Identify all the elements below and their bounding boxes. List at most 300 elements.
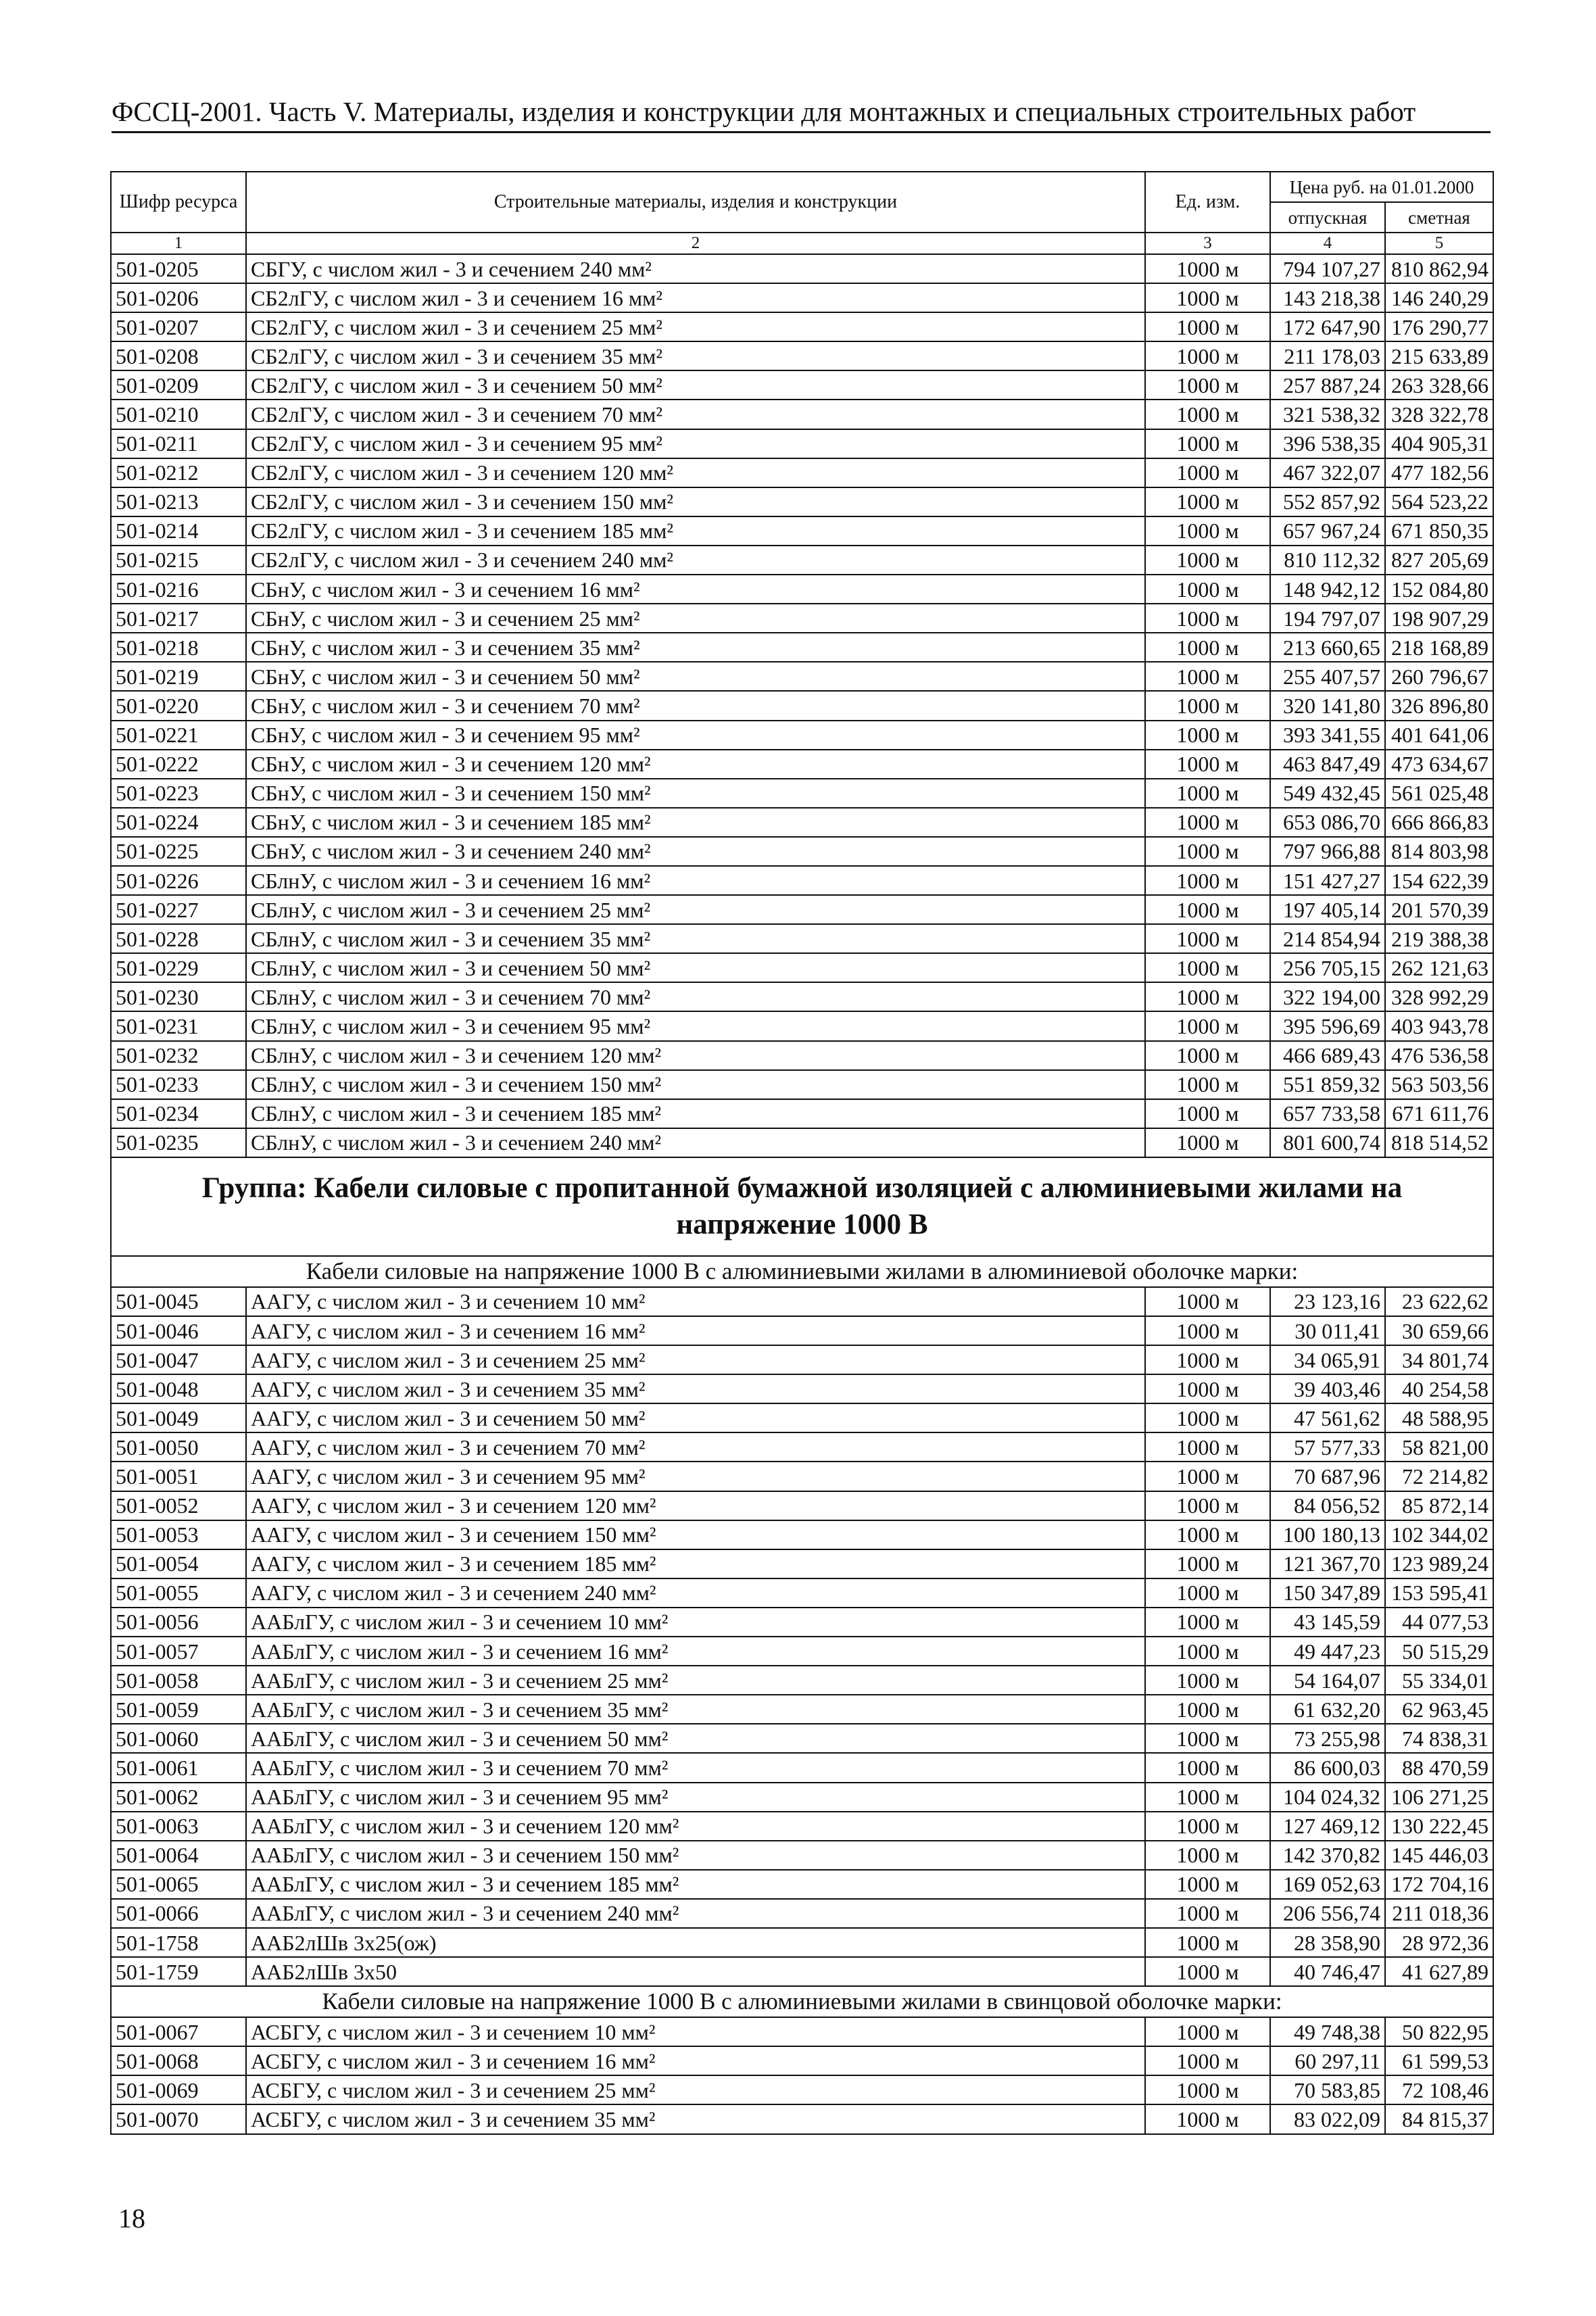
release-price: 100 180,13 bbox=[1270, 1520, 1385, 1549]
table-row bbox=[111, 953, 1493, 982]
resource-code: 501-0221 bbox=[111, 721, 246, 750]
estimate-price: 145 446,03 bbox=[1385, 1841, 1493, 1870]
table-row bbox=[111, 546, 1493, 575]
release-price: 83 022,09 bbox=[1270, 2104, 1385, 2133]
release-price: 30 011,41 bbox=[1270, 1316, 1385, 1345]
release-price: 169 052,63 bbox=[1270, 1870, 1385, 1899]
resource-code: 501-0048 bbox=[111, 1374, 246, 1403]
unit-of-measure: 1000 м bbox=[1145, 283, 1270, 312]
table-row bbox=[111, 458, 1493, 487]
estimate-price: 84 815,37 bbox=[1385, 2104, 1493, 2133]
unit-of-measure: 1000 м bbox=[1145, 2075, 1270, 2104]
estimate-price: 328 322,78 bbox=[1385, 400, 1493, 429]
release-price: 61 632,20 bbox=[1270, 1695, 1385, 1724]
release-price: 657 733,58 bbox=[1270, 1099, 1385, 1128]
resource-code: 501-0054 bbox=[111, 1549, 246, 1578]
estimate-price: 262 121,63 bbox=[1385, 953, 1493, 982]
header-price-release: отпускная bbox=[1270, 202, 1385, 233]
material-name: ААБлГУ, с числом жил - 3 и сечением 95 мм² bbox=[246, 1783, 1145, 1812]
table-row bbox=[111, 1403, 1493, 1432]
table-row bbox=[111, 283, 1493, 312]
resource-code: 501-0233 bbox=[111, 1070, 246, 1099]
release-price: 322 194,00 bbox=[1270, 982, 1385, 1011]
estimate-price: 403 943,78 bbox=[1385, 1011, 1493, 1040]
running-head: ФССЦ-2001. Часть V. Материалы, изделия и конструкции для монтажных и специальных строительных работ bbox=[112, 96, 1416, 127]
resource-code: 501-0232 bbox=[111, 1041, 246, 1070]
estimate-price: 263 328,66 bbox=[1385, 370, 1493, 400]
release-price: 70 687,96 bbox=[1270, 1462, 1385, 1491]
table-row bbox=[111, 429, 1493, 458]
estimate-price: 28 972,36 bbox=[1385, 1928, 1493, 1957]
unit-of-measure: 1000 м bbox=[1145, 400, 1270, 429]
estimate-price: 404 905,31 bbox=[1385, 429, 1493, 458]
material-name: СБнУ, с числом жил - 3 и сечением 25 мм² bbox=[246, 604, 1145, 633]
table-row bbox=[111, 370, 1493, 400]
resource-code: 501-0061 bbox=[111, 1753, 246, 1782]
release-price: 257 887,24 bbox=[1270, 370, 1385, 400]
material-name: СБнУ, с числом жил - 3 и сечением 50 мм² bbox=[246, 662, 1145, 691]
table-row bbox=[111, 837, 1493, 866]
material-name: СБлнУ, с числом жил - 3 и сечением 120 мм² bbox=[246, 1041, 1145, 1070]
resource-code: 501-0220 bbox=[111, 691, 246, 720]
unit-of-measure: 1000 м bbox=[1145, 662, 1270, 691]
subgroup-row bbox=[111, 1986, 1493, 2017]
material-name: ААБлГУ, с числом жил - 3 и сечением 185 мм² bbox=[246, 1870, 1145, 1899]
table-row bbox=[111, 341, 1493, 370]
unit-of-measure: 1000 м bbox=[1145, 370, 1270, 400]
estimate-price: 48 588,95 bbox=[1385, 1403, 1493, 1432]
estimate-price: 827 205,69 bbox=[1385, 546, 1493, 575]
estimate-price: 473 634,67 bbox=[1385, 750, 1493, 779]
estimate-price: 219 388,38 bbox=[1385, 924, 1493, 953]
material-name: СБ2лГУ, с числом жил - 3 и сечением 185 мм² bbox=[246, 516, 1145, 546]
subgroup-title: Кабели силовые на напряжение 1000 В с алюминиевыми жилами в свинцовой оболочке марки: bbox=[111, 1986, 1493, 2017]
release-price: 255 407,57 bbox=[1270, 662, 1385, 691]
table-row bbox=[111, 1899, 1493, 1928]
material-name: СБ2лГУ, с числом жил - 3 и сечением 50 мм² bbox=[246, 370, 1145, 400]
release-price: 127 469,12 bbox=[1270, 1812, 1385, 1841]
unit-of-measure: 1000 м bbox=[1145, 516, 1270, 546]
resource-code: 501-0063 bbox=[111, 1812, 246, 1841]
column-number: 4 bbox=[1270, 233, 1385, 254]
material-name: ААГУ, с числом жил - 3 и сечением 150 мм² bbox=[246, 1520, 1145, 1549]
estimate-price: 74 838,31 bbox=[1385, 1724, 1493, 1753]
unit-of-measure: 1000 м bbox=[1145, 1957, 1270, 1986]
resource-code: 501-0060 bbox=[111, 1724, 246, 1753]
resource-code: 501-0223 bbox=[111, 779, 246, 808]
material-name: ААГУ, с числом жил - 3 и сечением 185 мм² bbox=[246, 1549, 1145, 1578]
table-body-subgroup-1 bbox=[111, 1287, 1493, 1986]
column-number: 5 bbox=[1385, 233, 1493, 254]
estimate-price: 671 611,76 bbox=[1385, 1099, 1493, 1128]
unit-of-measure: 1000 м bbox=[1145, 808, 1270, 837]
release-price: 395 596,69 bbox=[1270, 1011, 1385, 1040]
release-price: 810 112,32 bbox=[1270, 546, 1385, 575]
resource-code: 501-0213 bbox=[111, 487, 246, 516]
table-row bbox=[111, 1316, 1493, 1345]
resource-code: 501-0230 bbox=[111, 982, 246, 1011]
unit-of-measure: 1000 м bbox=[1145, 1608, 1270, 1637]
unit-of-measure: 1000 м bbox=[1145, 1666, 1270, 1695]
table-row bbox=[111, 1011, 1493, 1040]
resource-code: 501-0208 bbox=[111, 341, 246, 370]
subgroup-section-2 bbox=[111, 1986, 1493, 2017]
table-row bbox=[111, 691, 1493, 720]
estimate-price: 72 214,82 bbox=[1385, 1462, 1493, 1491]
unit-of-measure: 1000 м bbox=[1145, 1753, 1270, 1782]
resource-code: 501-0219 bbox=[111, 662, 246, 691]
header-price: Цена руб. на 01.01.2000 bbox=[1270, 172, 1493, 202]
release-price: 142 370,82 bbox=[1270, 1841, 1385, 1870]
estimate-price: 58 821,00 bbox=[1385, 1432, 1493, 1462]
unit-of-measure: 1000 м bbox=[1145, 1099, 1270, 1128]
header-name: Строительные материалы, изделия и конструкции bbox=[246, 172, 1145, 233]
unit-of-measure: 1000 м bbox=[1145, 1491, 1270, 1520]
estimate-price: 62 963,45 bbox=[1385, 1695, 1493, 1724]
resource-code: 501-0206 bbox=[111, 283, 246, 312]
resource-code: 501-0052 bbox=[111, 1491, 246, 1520]
unit-of-measure: 1000 м bbox=[1145, 2046, 1270, 2075]
estimate-price: 563 503,56 bbox=[1385, 1070, 1493, 1099]
material-name: ААБлГУ, с числом жил - 3 и сечением 240 мм² bbox=[246, 1899, 1145, 1928]
unit-of-measure: 1000 м bbox=[1145, 779, 1270, 808]
table-row bbox=[111, 400, 1493, 429]
estimate-price: 172 704,16 bbox=[1385, 1870, 1493, 1899]
table-row bbox=[111, 1491, 1493, 1520]
table-row bbox=[111, 575, 1493, 604]
table-row bbox=[111, 2046, 1493, 2075]
material-name: ААБ2лШв 3х50 bbox=[246, 1957, 1145, 1986]
table-row bbox=[111, 2075, 1493, 2104]
unit-of-measure: 1000 м bbox=[1145, 1841, 1270, 1870]
table-row bbox=[111, 779, 1493, 808]
release-price: 57 577,33 bbox=[1270, 1432, 1385, 1462]
table-row bbox=[111, 1637, 1493, 1666]
unit-of-measure: 1000 м bbox=[1145, 1070, 1270, 1099]
material-name: ААГУ, с числом жил - 3 и сечением 25 мм² bbox=[246, 1345, 1145, 1374]
resource-code: 501-0215 bbox=[111, 546, 246, 575]
table-row bbox=[111, 895, 1493, 924]
material-name: СБлнУ, с числом жил - 3 и сечением 50 мм² bbox=[246, 953, 1145, 982]
resource-code: 501-0222 bbox=[111, 750, 246, 779]
unit-of-measure: 1000 м bbox=[1145, 1432, 1270, 1462]
material-name: СБлнУ, с числом жил - 3 и сечением 16 мм² bbox=[246, 866, 1145, 895]
material-name: СБлнУ, с числом жил - 3 и сечением 25 мм² bbox=[246, 895, 1145, 924]
release-price: 47 561,62 bbox=[1270, 1403, 1385, 1432]
release-price: 151 427,27 bbox=[1270, 866, 1385, 895]
material-name: СБ2лГУ, с числом жил - 3 и сечением 35 мм² bbox=[246, 341, 1145, 370]
material-name: ААГУ, с числом жил - 3 и сечением 240 мм² bbox=[246, 1578, 1145, 1608]
unit-of-measure: 1000 м bbox=[1145, 254, 1270, 283]
unit-of-measure: 1000 м bbox=[1145, 1870, 1270, 1899]
release-price: 466 689,43 bbox=[1270, 1041, 1385, 1070]
resource-code: 501-0051 bbox=[111, 1462, 246, 1491]
unit-of-measure: 1000 м bbox=[1145, 458, 1270, 487]
release-price: 552 857,92 bbox=[1270, 487, 1385, 516]
table-row bbox=[111, 516, 1493, 546]
estimate-price: 61 599,53 bbox=[1385, 2046, 1493, 2075]
release-price: 143 218,38 bbox=[1270, 283, 1385, 312]
estimate-price: 218 168,89 bbox=[1385, 633, 1493, 662]
table-body-top bbox=[111, 254, 1493, 1157]
material-name: ААГУ, с числом жил - 3 и сечением 70 мм² bbox=[246, 1432, 1145, 1462]
material-name: СБлнУ, с числом жил - 3 и сечением 185 мм² bbox=[246, 1099, 1145, 1128]
resource-code: 501-0057 bbox=[111, 1637, 246, 1666]
estimate-price: 198 907,29 bbox=[1385, 604, 1493, 633]
estimate-price: 666 866,83 bbox=[1385, 808, 1493, 837]
material-name: СБнУ, с числом жил - 3 и сечением 16 мм² bbox=[246, 575, 1145, 604]
material-name: АСБГУ, с числом жил - 3 и сечением 10 мм² bbox=[246, 2017, 1145, 2046]
table-row bbox=[111, 1041, 1493, 1070]
subgroup-title: Кабели силовые на напряжение 1000 В с алюминиевыми жилами в алюминиевой оболочке марки: bbox=[111, 1256, 1493, 1287]
material-name: СБ2лГУ, с числом жил - 3 и сечением 150 мм² bbox=[246, 487, 1145, 516]
estimate-price: 215 633,89 bbox=[1385, 341, 1493, 370]
table-row bbox=[111, 1841, 1493, 1870]
resource-code: 501-0067 bbox=[111, 2017, 246, 2046]
unit-of-measure: 1000 м bbox=[1145, 1345, 1270, 1374]
estimate-price: 326 896,80 bbox=[1385, 691, 1493, 720]
unit-of-measure: 1000 м bbox=[1145, 2104, 1270, 2133]
material-name: СБ2лГУ, с числом жил - 3 и сечением 16 мм² bbox=[246, 283, 1145, 312]
material-name: ААГУ, с числом жил - 3 и сечением 95 мм² bbox=[246, 1462, 1145, 1491]
material-name: ААГУ, с числом жил - 3 и сечением 10 мм² bbox=[246, 1287, 1145, 1316]
unit-of-measure: 1000 м bbox=[1145, 1128, 1270, 1157]
material-name: СБ2лГУ, с числом жил - 3 и сечением 95 мм² bbox=[246, 429, 1145, 458]
estimate-price: 88 470,59 bbox=[1385, 1753, 1493, 1782]
release-price: 801 600,74 bbox=[1270, 1128, 1385, 1157]
estimate-price: 201 570,39 bbox=[1385, 895, 1493, 924]
release-price: 211 178,03 bbox=[1270, 341, 1385, 370]
estimate-price: 30 659,66 bbox=[1385, 1316, 1493, 1345]
material-name: СБнУ, с числом жил - 3 и сечением 35 мм² bbox=[246, 633, 1145, 662]
estimate-price: 50 822,95 bbox=[1385, 2017, 1493, 2046]
unit-of-measure: 1000 м bbox=[1145, 1928, 1270, 1957]
unit-of-measure: 1000 м bbox=[1145, 1549, 1270, 1578]
estimate-price: 85 872,14 bbox=[1385, 1491, 1493, 1520]
unit-of-measure: 1000 м bbox=[1145, 1724, 1270, 1753]
running-head-rule bbox=[112, 131, 1491, 133]
table-row bbox=[111, 1549, 1493, 1578]
estimate-price: 23 622,62 bbox=[1385, 1287, 1493, 1316]
release-price: 104 024,32 bbox=[1270, 1783, 1385, 1812]
estimate-price: 130 222,45 bbox=[1385, 1812, 1493, 1841]
estimate-price: 55 334,01 bbox=[1385, 1666, 1493, 1695]
release-price: 194 797,07 bbox=[1270, 604, 1385, 633]
resource-code: 501-0065 bbox=[111, 1870, 246, 1899]
resource-code: 501-0045 bbox=[111, 1287, 246, 1316]
resource-code: 501-1758 bbox=[111, 1928, 246, 1957]
estimate-price: 810 862,94 bbox=[1385, 254, 1493, 283]
release-price: 34 065,91 bbox=[1270, 1345, 1385, 1374]
release-price: 54 164,07 bbox=[1270, 1666, 1385, 1695]
estimate-price: 106 271,25 bbox=[1385, 1783, 1493, 1812]
resource-code: 501-0211 bbox=[111, 429, 246, 458]
table-row bbox=[111, 1695, 1493, 1724]
column-number: 3 bbox=[1145, 233, 1270, 254]
unit-of-measure: 1000 м bbox=[1145, 1812, 1270, 1841]
release-price: 794 107,27 bbox=[1270, 254, 1385, 283]
table-row bbox=[111, 1287, 1493, 1316]
table-row bbox=[111, 1578, 1493, 1608]
resource-code: 501-0070 bbox=[111, 2104, 246, 2133]
material-name: СБлнУ, с числом жил - 3 и сечением 35 мм² bbox=[246, 924, 1145, 953]
table-row bbox=[111, 1928, 1493, 1957]
table-row bbox=[111, 2104, 1493, 2133]
table-header bbox=[111, 172, 1493, 254]
estimate-price: 476 536,58 bbox=[1385, 1041, 1493, 1070]
resource-code: 501-0225 bbox=[111, 837, 246, 866]
resource-code: 501-0207 bbox=[111, 312, 246, 341]
table-row bbox=[111, 1128, 1493, 1157]
estimate-price: 564 523,22 bbox=[1385, 487, 1493, 516]
table-row bbox=[111, 1520, 1493, 1549]
material-name: ААГУ, с числом жил - 3 и сечением 50 мм² bbox=[246, 1403, 1145, 1432]
table-row bbox=[111, 1783, 1493, 1812]
resource-code: 501-0046 bbox=[111, 1316, 246, 1345]
unit-of-measure: 1000 м bbox=[1145, 341, 1270, 370]
unit-of-measure: 1000 м bbox=[1145, 1041, 1270, 1070]
release-price: 551 859,32 bbox=[1270, 1070, 1385, 1099]
material-name: ААБлГУ, с числом жил - 3 и сечением 25 мм² bbox=[246, 1666, 1145, 1695]
resource-code: 501-0050 bbox=[111, 1432, 246, 1462]
unit-of-measure: 1000 м bbox=[1145, 1462, 1270, 1491]
release-price: 197 405,14 bbox=[1270, 895, 1385, 924]
resource-code: 501-0068 bbox=[111, 2046, 246, 2075]
material-name: СБ2лГУ, с числом жил - 3 и сечением 70 мм² bbox=[246, 400, 1145, 429]
unit-of-measure: 1000 м bbox=[1145, 691, 1270, 720]
release-price: 86 600,03 bbox=[1270, 1753, 1385, 1782]
release-price: 467 322,07 bbox=[1270, 458, 1385, 487]
unit-of-measure: 1000 м bbox=[1145, 575, 1270, 604]
release-price: 73 255,98 bbox=[1270, 1724, 1385, 1753]
release-price: 49 748,38 bbox=[1270, 2017, 1385, 2046]
material-name: ААГУ, с числом жил - 3 и сечением 120 мм² bbox=[246, 1491, 1145, 1520]
resource-code: 501-0062 bbox=[111, 1783, 246, 1812]
resource-code: 501-0235 bbox=[111, 1128, 246, 1157]
material-name: СБнУ, с числом жил - 3 и сечением 70 мм² bbox=[246, 691, 1145, 720]
material-name: СБ2лГУ, с числом жил - 3 и сечением 240 мм² bbox=[246, 546, 1145, 575]
resource-code: 501-0053 bbox=[111, 1520, 246, 1549]
release-price: 148 942,12 bbox=[1270, 575, 1385, 604]
estimate-price: 44 077,53 bbox=[1385, 1608, 1493, 1637]
release-price: 121 367,70 bbox=[1270, 1549, 1385, 1578]
estimate-price: 176 290,77 bbox=[1385, 312, 1493, 341]
estimate-price: 328 992,29 bbox=[1385, 982, 1493, 1011]
estimate-price: 34 801,74 bbox=[1385, 1345, 1493, 1374]
release-price: 653 086,70 bbox=[1270, 808, 1385, 837]
table-row bbox=[111, 866, 1493, 895]
resource-code: 501-0226 bbox=[111, 866, 246, 895]
release-price: 172 647,90 bbox=[1270, 312, 1385, 341]
resource-code: 501-0228 bbox=[111, 924, 246, 953]
material-name: ААБлГУ, с числом жил - 3 и сечением 10 мм² bbox=[246, 1608, 1145, 1637]
unit-of-measure: 1000 м bbox=[1145, 2017, 1270, 2046]
table-row bbox=[111, 1432, 1493, 1462]
estimate-price: 102 344,02 bbox=[1385, 1520, 1493, 1549]
table-row bbox=[111, 721, 1493, 750]
table-row bbox=[111, 1812, 1493, 1841]
material-name: СБ2лГУ, с числом жил - 3 и сечением 25 мм² bbox=[246, 312, 1145, 341]
resource-code: 501-0069 bbox=[111, 2075, 246, 2104]
unit-of-measure: 1000 м bbox=[1145, 1011, 1270, 1040]
release-price: 40 746,47 bbox=[1270, 1957, 1385, 1986]
table-row bbox=[111, 2017, 1493, 2046]
table-row bbox=[111, 254, 1493, 283]
table-row bbox=[111, 633, 1493, 662]
estimate-price: 671 850,35 bbox=[1385, 516, 1493, 546]
release-price: 320 141,80 bbox=[1270, 691, 1385, 720]
unit-of-measure: 1000 м bbox=[1145, 895, 1270, 924]
unit-of-measure: 1000 м bbox=[1145, 1899, 1270, 1928]
unit-of-measure: 1000 м bbox=[1145, 1637, 1270, 1666]
material-name: СБГУ, с числом жил - 3 и сечением 240 мм² bbox=[246, 254, 1145, 283]
material-name: ААБлГУ, с числом жил - 3 и сечением 50 мм² bbox=[246, 1724, 1145, 1753]
resource-code: 501-0049 bbox=[111, 1403, 246, 1432]
release-price: 256 705,15 bbox=[1270, 953, 1385, 982]
estimate-price: 260 796,67 bbox=[1385, 662, 1493, 691]
table-row bbox=[111, 312, 1493, 341]
unit-of-measure: 1000 м bbox=[1145, 1374, 1270, 1403]
unit-of-measure: 1000 м bbox=[1145, 1695, 1270, 1724]
material-name: СБнУ, с числом жил - 3 и сечением 150 мм² bbox=[246, 779, 1145, 808]
release-price: 60 297,11 bbox=[1270, 2046, 1385, 2075]
table-row bbox=[111, 1374, 1493, 1403]
resource-code: 501-0205 bbox=[111, 254, 246, 283]
column-number: 2 bbox=[246, 233, 1145, 254]
material-name: ААБлГУ, с числом жил - 3 и сечением 35 мм² bbox=[246, 1695, 1145, 1724]
material-name: СБнУ, с числом жил - 3 и сечением 95 мм² bbox=[246, 721, 1145, 750]
table-row bbox=[111, 1462, 1493, 1491]
resource-code: 501-0227 bbox=[111, 895, 246, 924]
column-numbers-row bbox=[111, 233, 1493, 254]
unit-of-measure: 1000 м bbox=[1145, 866, 1270, 895]
resource-code: 501-0216 bbox=[111, 575, 246, 604]
material-name: СБлнУ, с числом жил - 3 и сечением 70 мм² bbox=[246, 982, 1145, 1011]
material-name: ААГУ, с числом жил - 3 и сечением 35 мм² bbox=[246, 1374, 1145, 1403]
table-row bbox=[111, 1724, 1493, 1753]
estimate-price: 211 018,36 bbox=[1385, 1899, 1493, 1928]
group-title: Группа: Кабели силовые с пропитанной бумажной изоляцией с алюминиевыми жилами на напряжение 1000 В bbox=[111, 1157, 1493, 1256]
resource-code: 501-0066 bbox=[111, 1899, 246, 1928]
estimate-price: 154 622,39 bbox=[1385, 866, 1493, 895]
estimate-price: 146 240,29 bbox=[1385, 283, 1493, 312]
table-row bbox=[111, 662, 1493, 691]
estimate-price: 814 803,98 bbox=[1385, 837, 1493, 866]
release-price: 396 538,35 bbox=[1270, 429, 1385, 458]
resource-code: 501-0056 bbox=[111, 1608, 246, 1637]
resource-code: 501-0224 bbox=[111, 808, 246, 837]
release-price: 321 538,32 bbox=[1270, 400, 1385, 429]
unit-of-measure: 1000 м bbox=[1145, 924, 1270, 953]
unit-of-measure: 1000 м bbox=[1145, 487, 1270, 516]
unit-of-measure: 1000 м bbox=[1145, 1316, 1270, 1345]
release-price: 214 854,94 bbox=[1270, 924, 1385, 953]
unit-of-measure: 1000 м bbox=[1145, 1520, 1270, 1549]
estimate-price: 40 254,58 bbox=[1385, 1374, 1493, 1403]
material-name: СБнУ, с числом жил - 3 и сечением 185 мм² bbox=[246, 808, 1145, 837]
release-price: 39 403,46 bbox=[1270, 1374, 1385, 1403]
table-row bbox=[111, 1753, 1493, 1782]
resource-code: 501-0212 bbox=[111, 458, 246, 487]
group-row bbox=[111, 1157, 1493, 1256]
header-unit: Ед. изм. bbox=[1145, 172, 1270, 233]
resource-code: 501-0217 bbox=[111, 604, 246, 633]
release-price: 213 660,65 bbox=[1270, 633, 1385, 662]
estimate-price: 818 514,52 bbox=[1385, 1128, 1493, 1157]
table-row bbox=[111, 750, 1493, 779]
resource-code: 501-0055 bbox=[111, 1578, 246, 1608]
material-name: ААБлГУ, с числом жил - 3 и сечением 120 мм² bbox=[246, 1812, 1145, 1841]
